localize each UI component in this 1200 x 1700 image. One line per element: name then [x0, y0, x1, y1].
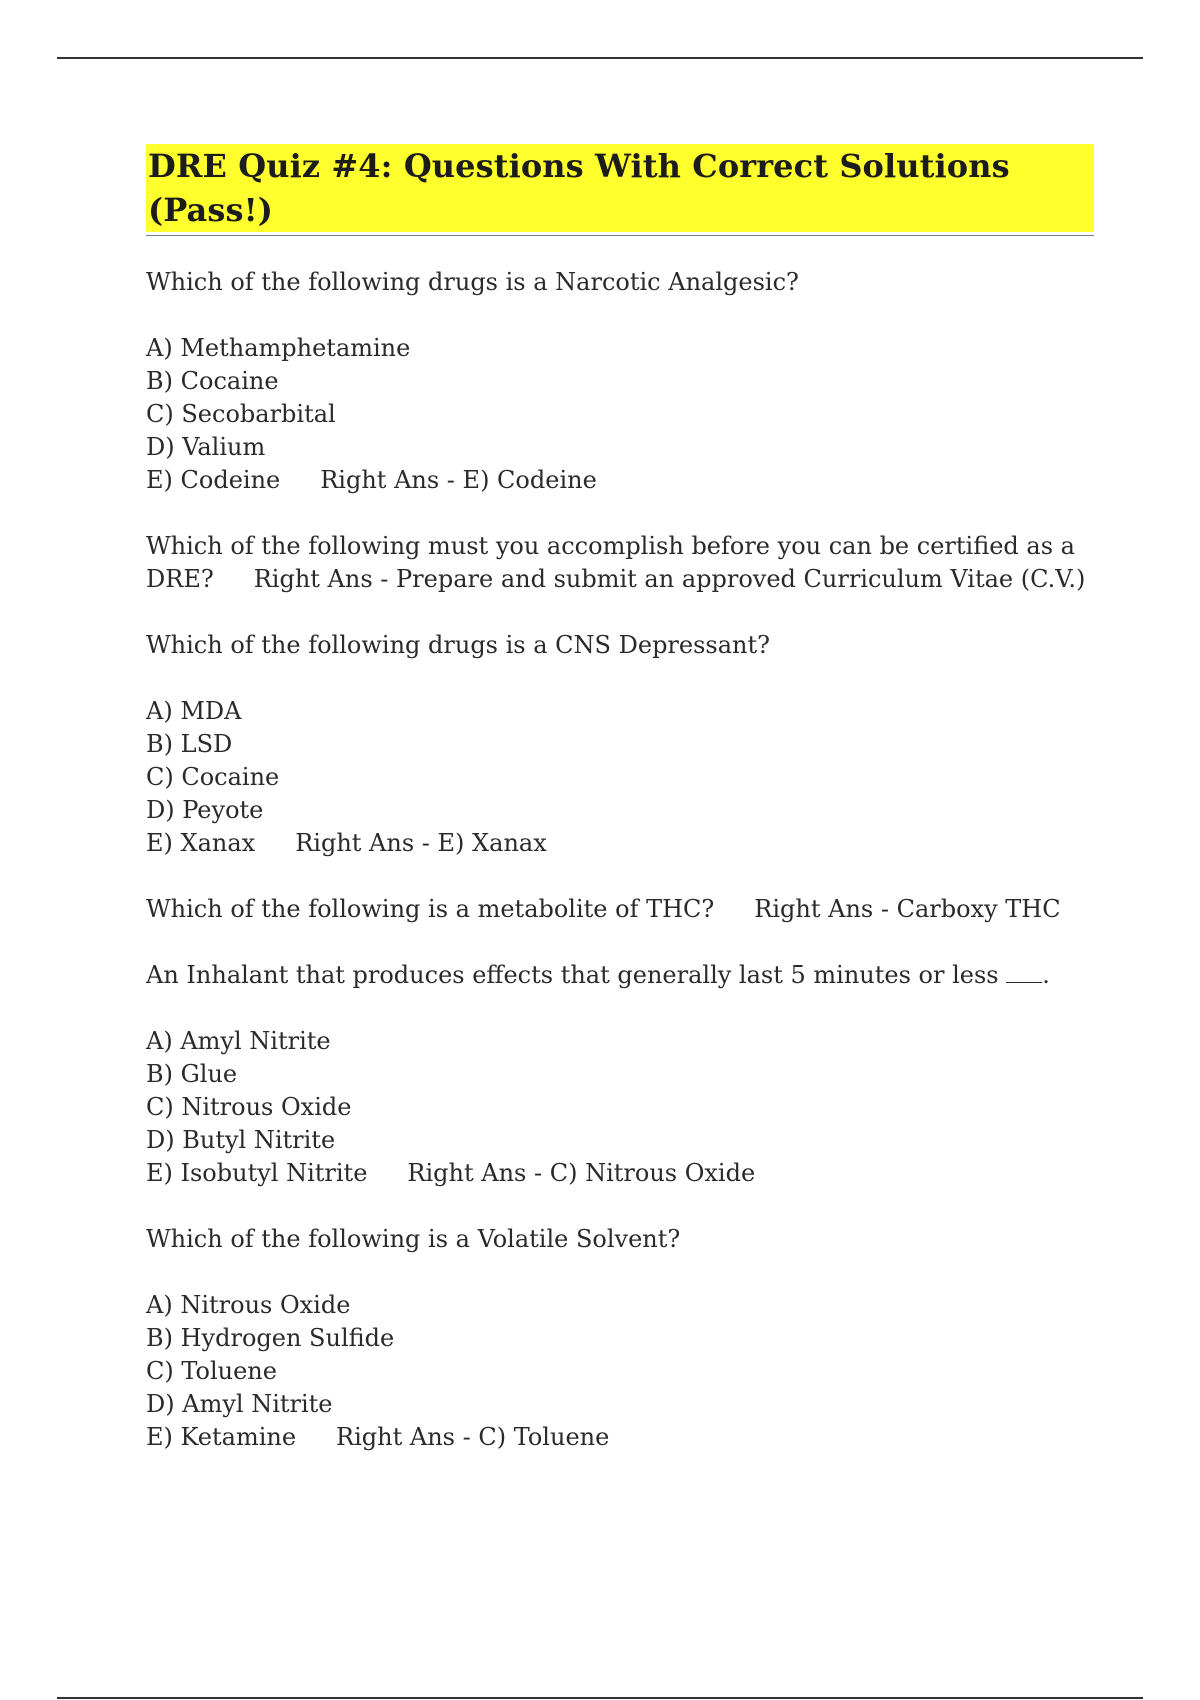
right-answer: Right Ans - Prepare and submit an approved Curriculum Vitae (C.V.) — [253, 565, 1086, 593]
right-answer: Right Ans - E) Xanax — [295, 829, 547, 857]
question-6 — [146, 1223, 1094, 1454]
question-text: Which of the following is a Volatile Solvent? — [146, 1225, 681, 1253]
header-rule — [57, 57, 1143, 59]
option-e: E) Codeine — [146, 466, 281, 494]
question-text: Which of the following must you accomplish before you can be certified as a — [146, 532, 1075, 560]
title-block — [146, 144, 1094, 236]
question-text: Which of the following drugs is a Narcotic Analgesic? — [146, 268, 799, 296]
question-text-end: DRE? — [146, 565, 214, 593]
question-line — [146, 959, 1094, 992]
option-e-row — [146, 827, 1094, 860]
footer-rule — [57, 1697, 1143, 1699]
question-3 — [146, 629, 1094, 860]
question-text: An Inhalant that produces effects that generally last 5 minutes or less — [146, 961, 999, 989]
question-text: Which of the following is a metabolite of THC? — [146, 895, 715, 923]
option-a: A) Amyl Nitrite — [146, 1027, 331, 1055]
question-2 — [146, 530, 1094, 596]
option-c: C) Toluene — [146, 1357, 277, 1385]
option-b: B) Cocaine — [146, 367, 279, 395]
option-a: A) MDA — [146, 697, 242, 725]
question-text-line2 — [146, 563, 1094, 596]
right-answer: Right Ans - E) Codeine — [320, 466, 597, 494]
option-c: C) Nitrous Oxide — [146, 1093, 352, 1121]
option-d: D) Butyl Nitrite — [146, 1126, 336, 1154]
option-b: B) LSD — [146, 730, 233, 758]
option-e: E) Ketamine — [146, 1423, 297, 1451]
option-e: E) Xanax — [146, 829, 256, 857]
option-b: B) Hydrogen Sulfide — [146, 1324, 395, 1352]
option-e-row — [146, 1421, 1094, 1454]
option-e-row — [146, 464, 1094, 497]
right-answer: Right Ans - C) Nitrous Oxide — [407, 1159, 756, 1187]
document-body — [146, 144, 1094, 1454]
option-c: C) Secobarbital — [146, 400, 336, 428]
option-b: B) Glue — [146, 1060, 238, 1088]
option-d: D) Amyl Nitrite — [146, 1390, 333, 1418]
option-d: D) Peyote — [146, 796, 264, 824]
question-line — [146, 893, 1094, 926]
option-a: A) Nitrous Oxide — [146, 1291, 351, 1319]
question-4 — [146, 893, 1094, 926]
question-5 — [146, 959, 1094, 1190]
right-answer: Right Ans - Carboxy THC — [754, 895, 1061, 923]
right-answer: Right Ans - C) Toluene — [336, 1423, 610, 1451]
question-1 — [146, 266, 1094, 497]
question-text: Which of the following drugs is a CNS Depressant? — [146, 631, 771, 659]
option-e: E) Isobutyl Nitrite — [146, 1159, 368, 1187]
option-c: C) Cocaine — [146, 763, 280, 791]
question-end: . — [1042, 961, 1050, 989]
fill-in-blank — [1006, 960, 1042, 983]
option-d: D) Valium — [146, 433, 266, 461]
document-title: DRE Quiz #4: Questions With Correct Solutions (Pass!) — [146, 144, 1094, 232]
option-e-row — [146, 1157, 1094, 1190]
option-a: A) Methamphetamine — [146, 334, 411, 362]
